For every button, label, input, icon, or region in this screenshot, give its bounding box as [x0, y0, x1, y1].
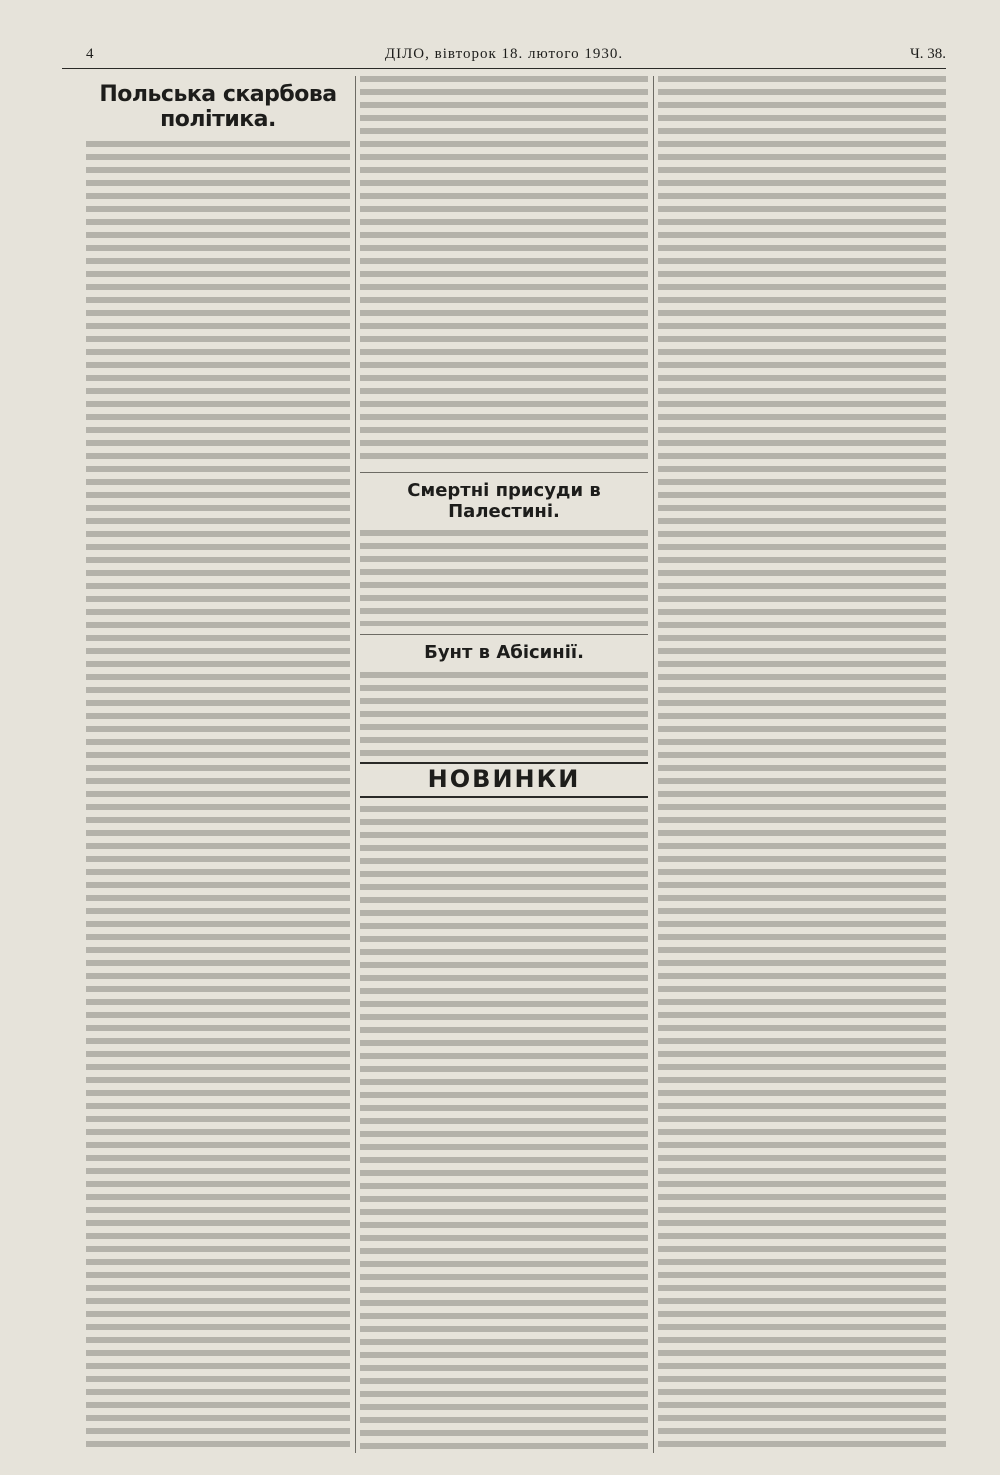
section-headline: НОВИНКИ	[360, 762, 648, 798]
article-body-placeholder	[360, 76, 648, 464]
section-divider	[360, 634, 648, 635]
column-3	[658, 76, 946, 1453]
column-2	[360, 76, 648, 1453]
column-1	[86, 76, 350, 1453]
column-divider	[653, 76, 654, 1453]
article-headline: Смертні присуди в Палестині.	[407, 480, 601, 522]
masthead: ДІЛО, вівторок 18. лютого 1930.	[384, 46, 624, 62]
article-body-placeholder	[86, 141, 350, 1453]
article-body-placeholder	[360, 672, 648, 756]
article-headline: Бунт в Абісинії.	[424, 642, 584, 664]
article-body-placeholder	[360, 806, 648, 1453]
page-number: 4	[86, 46, 94, 62]
issue-number: Ч. 38.	[910, 46, 946, 62]
article-body-placeholder	[360, 530, 648, 626]
section-divider	[360, 472, 648, 473]
article-headline: Польська скарбова політика.	[99, 82, 337, 133]
page-header	[62, 44, 946, 69]
article-body-placeholder	[658, 76, 946, 1453]
column-divider	[355, 76, 356, 1453]
